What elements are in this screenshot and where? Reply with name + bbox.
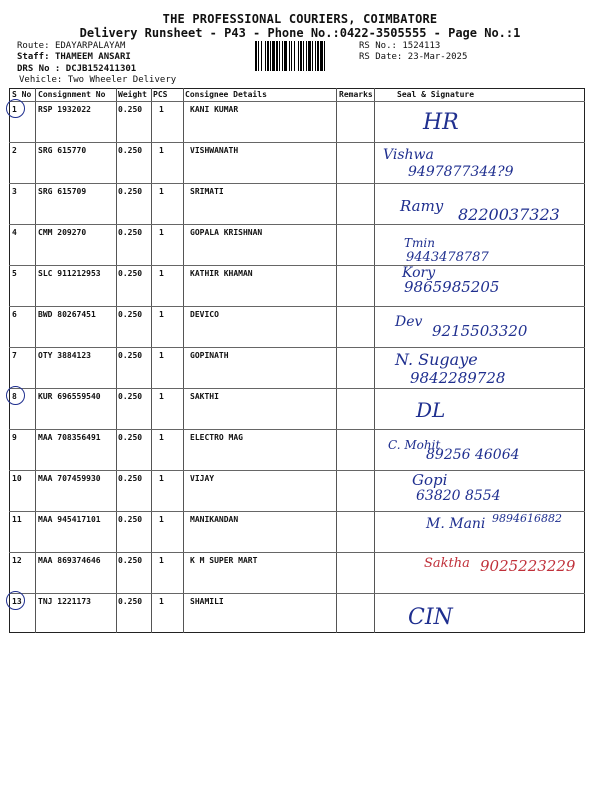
- signature-13: CIN: [408, 605, 453, 630]
- row-divider: [9, 265, 585, 266]
- consignment-cell: OTY 3884123: [38, 351, 91, 360]
- signature-5: Kory: [402, 265, 436, 281]
- signature-7: N. Sugaye: [395, 350, 478, 369]
- sno-cell: 1: [12, 105, 17, 114]
- consignee-cell: GOPINATH: [190, 351, 229, 360]
- signature-3: Ramy: [400, 197, 444, 215]
- pcs-cell: 1: [159, 433, 164, 442]
- rs-date-value: 23-Mar-2025: [407, 52, 468, 62]
- phone-12: 9025223229: [480, 557, 576, 575]
- weight-cell: 0.250: [118, 556, 143, 565]
- phone-2: 9497877344?9: [408, 164, 514, 180]
- weight-cell: 0.250: [118, 310, 143, 319]
- pcs-cell: 1: [159, 474, 164, 483]
- signature-8: DL: [416, 398, 446, 422]
- phone-10: 63820 8554: [416, 488, 501, 504]
- route-value: EDAYARPALAYAM: [54, 41, 126, 51]
- sno-cell: 8: [12, 392, 17, 401]
- consignee-cell: KATHIR KHAMAN: [190, 269, 253, 278]
- sno-cell: 2: [12, 146, 17, 155]
- consignment-cell: SRG 615770: [38, 146, 87, 155]
- weight-cell: 0.250: [118, 351, 143, 360]
- signature-1: HR: [423, 110, 459, 135]
- route-label: Route:: [17, 41, 50, 51]
- pcs-cell: 1: [159, 351, 164, 360]
- route-line: [17, 41, 125, 51]
- col-header-sno: S No: [12, 90, 32, 99]
- pcs-cell: 1: [159, 269, 164, 278]
- signature-9: C. Mohit: [388, 438, 441, 452]
- consignment-cell: KUR 696559540: [38, 392, 101, 401]
- pcs-cell: 1: [159, 105, 164, 114]
- consignment-cell: CMM 209270: [38, 228, 87, 237]
- col-header-consignment: Consignment No: [38, 90, 106, 99]
- row-divider: [9, 224, 585, 225]
- col-header-weight: Weight: [118, 90, 147, 99]
- row-divider: [9, 183, 585, 184]
- consignee-cell: ELECTRO MAG: [190, 433, 243, 442]
- row-divider: [9, 142, 585, 143]
- signature-12: Saktha: [424, 556, 470, 571]
- rs-date-label: RS Date:: [359, 52, 403, 62]
- pcs-cell: 1: [159, 228, 164, 237]
- consignment-cell: MAA 869374646: [38, 556, 101, 565]
- consignee-cell: K M SUPER MART: [190, 556, 258, 565]
- phone-11: 9894616882: [492, 512, 562, 525]
- weight-cell: 0.250: [118, 105, 143, 114]
- pcs-cell: 1: [159, 556, 164, 565]
- vehicle-line: [19, 75, 176, 85]
- circle-mark: [6, 99, 25, 118]
- staff-value: THAMEEM ANSARI: [54, 52, 131, 62]
- consignment-cell: MAA 707459930: [38, 474, 101, 483]
- sno-cell: 12: [12, 556, 22, 565]
- sno-cell: 11: [12, 515, 22, 524]
- pcs-cell: 1: [159, 310, 164, 319]
- consignee-cell: DEVICO: [190, 310, 219, 319]
- signature-2: Vishwa: [383, 147, 434, 163]
- circle-mark: [6, 386, 25, 405]
- weight-cell: 0.250: [118, 187, 143, 196]
- drs-line: [17, 64, 136, 74]
- weight-cell: 0.250: [118, 597, 143, 606]
- pcs-cell: 1: [159, 515, 164, 524]
- company-title: THE PROFESSIONAL COURIERS, COIMBATORE: [162, 12, 438, 26]
- pcs-cell: 1: [159, 392, 164, 401]
- weight-cell: 0.250: [118, 392, 143, 401]
- phone-4: 9443478787: [406, 250, 489, 265]
- staff-label: Staff:: [17, 52, 50, 62]
- col-header-signature: Seal & Signature: [397, 90, 475, 99]
- col-header-pcs: PCS: [153, 90, 168, 99]
- weight-cell: 0.250: [118, 228, 143, 237]
- vehicle-label: Vehicle:: [19, 75, 63, 85]
- rs-no-line: [359, 41, 440, 51]
- signature-6: Dev: [395, 314, 423, 330]
- consignment-cell: SRG 615709: [38, 187, 87, 196]
- staff-line: [17, 52, 131, 62]
- sno-cell: 3: [12, 187, 17, 196]
- rs-no-label: RS No.:: [359, 41, 397, 51]
- circle-mark: [6, 591, 25, 610]
- consignment-cell: TNJ 1221173: [38, 597, 91, 606]
- row-divider: [9, 347, 585, 348]
- pcs-cell: 1: [159, 187, 164, 196]
- row-divider: [9, 101, 585, 102]
- drs-value: DCJB152411301: [65, 64, 137, 74]
- phone-7: 9842289728: [410, 369, 506, 387]
- row-divider: [9, 388, 585, 389]
- sno-cell: 5: [12, 269, 17, 278]
- runsheet-title: Delivery Runsheet - P43 - Phone No.:0422-3505555 - Page No.:1: [79, 26, 521, 40]
- phone-5: 9865985205: [404, 278, 500, 296]
- consignment-cell: BWD 80267451: [38, 310, 96, 319]
- pcs-cell: 1: [159, 597, 164, 606]
- consignment-cell: SLC 911212953: [38, 269, 101, 278]
- row-divider: [9, 552, 585, 553]
- sno-cell: 10: [12, 474, 22, 483]
- phone-3: 8220037323: [458, 205, 560, 224]
- phone-6: 9215503320: [432, 322, 528, 340]
- phone-9: 89256 46064: [426, 447, 520, 463]
- sno-cell: 13: [12, 597, 22, 606]
- rs-date-line: [359, 52, 467, 62]
- consignment-cell: MAA 945417101: [38, 515, 101, 524]
- consignee-cell: SRIMATI: [190, 187, 224, 196]
- sno-cell: 7: [12, 351, 17, 360]
- row-divider: [9, 593, 585, 594]
- barcode-bar: [325, 41, 327, 71]
- consignee-cell: VISHWANATH: [190, 146, 239, 155]
- pcs-cell: 1: [159, 146, 164, 155]
- sno-cell: 4: [12, 228, 17, 237]
- row-divider: [9, 306, 585, 307]
- consignee-cell: VIJAY: [190, 474, 215, 483]
- weight-cell: 0.250: [118, 515, 143, 524]
- weight-cell: 0.250: [118, 146, 143, 155]
- row-divider: [9, 429, 585, 430]
- sno-cell: 6: [12, 310, 17, 319]
- sno-cell: 9: [12, 433, 17, 442]
- consignee-cell: MANIKANDAN: [190, 515, 239, 524]
- col-header-consignee: Consignee Details: [185, 90, 267, 99]
- row-divider: [9, 470, 585, 471]
- drs-label: DRS No :: [17, 64, 61, 74]
- signature-4: Tmin: [404, 236, 435, 250]
- consignee-cell: SHAMILI: [190, 597, 224, 606]
- rs-no-value: 1524113: [402, 41, 441, 51]
- barcode: [255, 41, 352, 71]
- consignee-cell: SAKTHI: [190, 392, 219, 401]
- signature-10: Gopi: [412, 471, 448, 489]
- weight-cell: 0.250: [118, 433, 143, 442]
- consignment-cell: MAA 708356491: [38, 433, 101, 442]
- signature-11: M. Mani: [426, 516, 486, 532]
- consignment-cell: RSP 1932022: [38, 105, 91, 114]
- consignee-cell: GOPALA KRISHNAN: [190, 228, 263, 237]
- consignee-cell: KANI KUMAR: [190, 105, 239, 114]
- weight-cell: 0.250: [118, 269, 143, 278]
- weight-cell: 0.250: [118, 474, 143, 483]
- vehicle-value: Two Wheeler Delivery: [67, 75, 177, 85]
- col-header-remarks: Remarks: [339, 90, 373, 99]
